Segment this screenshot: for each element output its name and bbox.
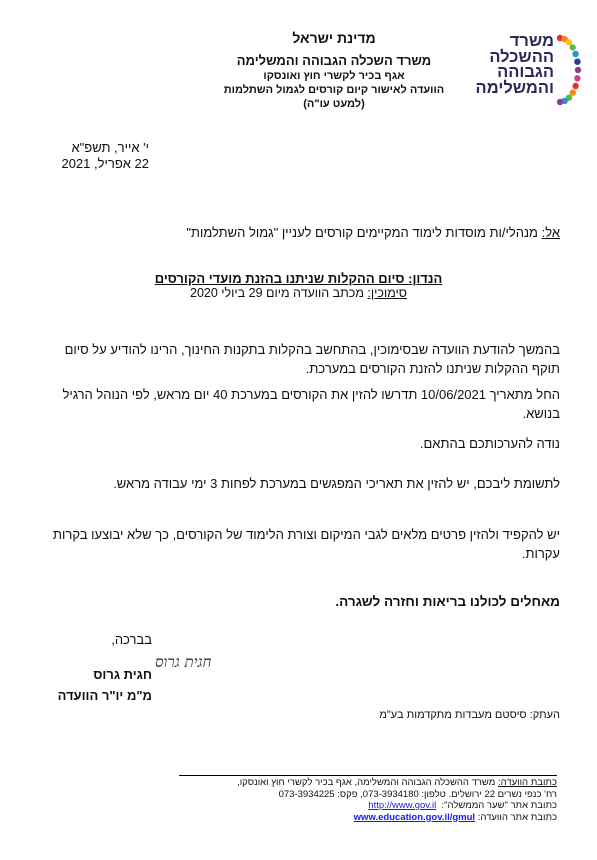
subject-block — [0, 271, 597, 301]
ministry-name: משרד השכלה הגבוהה והמשלימה — [236, 53, 432, 68]
logo-line: משרד — [509, 32, 554, 50]
logo-figures-icon — [552, 34, 582, 106]
signer-role: מ"מ יו"ר הוועדה — [57, 688, 152, 703]
addressee — [40, 223, 560, 242]
signer-name: חגית גרוס — [93, 667, 152, 682]
letterhead — [169, 30, 499, 111]
signature-block — [12, 632, 212, 704]
committee-name: הוועדה לאישור קיום קורסים לגמול השתלמות — [223, 84, 445, 96]
logo-wordmark — [454, 34, 554, 96]
body-paragraph: לתשומת ליבכם, יש להזין את תאריכי המפגשים במערכת לפחות 3 ימי עבודה מראש. — [113, 476, 560, 491]
footer-divider — [179, 775, 557, 776]
ministry-logo — [452, 34, 582, 114]
committee-abbr: (למעט עו"ה) — [303, 98, 365, 110]
footer-site-link[interactable]: www.education.gov.il/gmul — [353, 811, 476, 823]
addressee-text: מנהלי/ות מוסדות לימוד המקיימים קורסים לעניין "גמול השתלמות" — [186, 225, 542, 240]
closing-line: מאחלים לכולנו בריאות וחזרה לשגרה. — [335, 594, 560, 609]
logo-line: הגבוהה — [497, 63, 554, 81]
body-paragraph: בהמשך להודעת הוועדה שבסימוכין, בהתחשב בהקלות בתקנות החינוך, הרינו להודיע על סיום תוקף ההקלות שניתנו להזנת הקורסים במערכת. — [64, 342, 560, 376]
footer-address-text: משרד ההשכלה הגבוהה והמשלימה, אגף בכיר לקשרי חוץ ואונסקו, — [237, 777, 498, 788]
footer-site-label: כתובת אתר הוועדה: — [477, 811, 557, 823]
body-paragraph: יש להקפיד ולהזין פרטים מלאים לגבי המיקום וצורת הלימוד של הקורסים, כך שלא יבוצעו בקרות עקרות. — [53, 527, 560, 561]
logo-figure-dot — [575, 67, 581, 73]
footer-address-label: כתובת הוועדה: — [497, 777, 557, 788]
footer-portal-label: כתובת אתר "שער הממשלה": — [441, 800, 557, 811]
footer-portal-link[interactable]: http://www.gov.il — [368, 800, 437, 811]
logo-figure-dot — [570, 44, 576, 50]
logo-line: ההשכלה — [489, 47, 554, 66]
footer-contact: רח' כנפי נשרים 22 ירושלים. טלפון: 073-3934180, פקס: 073-3934225 — [278, 788, 557, 800]
date-gregorian: 22 אפריל, 2021 — [61, 156, 149, 171]
signature-scribble: חגית גרוס — [155, 653, 212, 671]
logo-figure-dot — [566, 39, 572, 45]
division-name: אגף בכיר לקשרי חוץ ואונסקו — [263, 70, 405, 82]
logo-figure-dot — [574, 75, 580, 81]
logo-figure-dot — [557, 99, 563, 105]
reference-text: מכתב הוועדה מיום 29 ביולי 2020 — [190, 286, 368, 300]
reference-label: סימוכין: — [367, 286, 407, 300]
carbon-copy: העתק: סיסטם מעבדות מתקדמות בע"מ — [379, 709, 560, 721]
logo-figure-dot — [572, 83, 578, 89]
logo-figure-dot — [574, 59, 580, 65]
addressee-label: אל: — [541, 225, 560, 240]
body-paragraph: נודה להערכותכם בהתאם. — [419, 436, 560, 451]
date-hebrew: י' אייר, תשפ"א — [71, 140, 149, 155]
logo-figure-dot — [570, 89, 576, 95]
subject-label: הנדון: — [408, 271, 443, 286]
footer — [157, 777, 557, 823]
state-name: מדינת ישראל — [292, 30, 376, 46]
subject-text: סיום ההקלות שניתנו בהזנת מועדי הקורסים — [154, 271, 409, 286]
body-paragraph: החל מתאריך 10/06/2021 תדרשו להזין את הקורסים במערכת 40 יום מראש, לפי הנוהל הרגיל בנושא. — [62, 387, 560, 421]
letter-date — [29, 140, 149, 172]
logo-line: והמשלימה — [475, 78, 554, 97]
greeting: בברכה, — [111, 632, 152, 647]
logo-figure-dot — [572, 51, 578, 57]
